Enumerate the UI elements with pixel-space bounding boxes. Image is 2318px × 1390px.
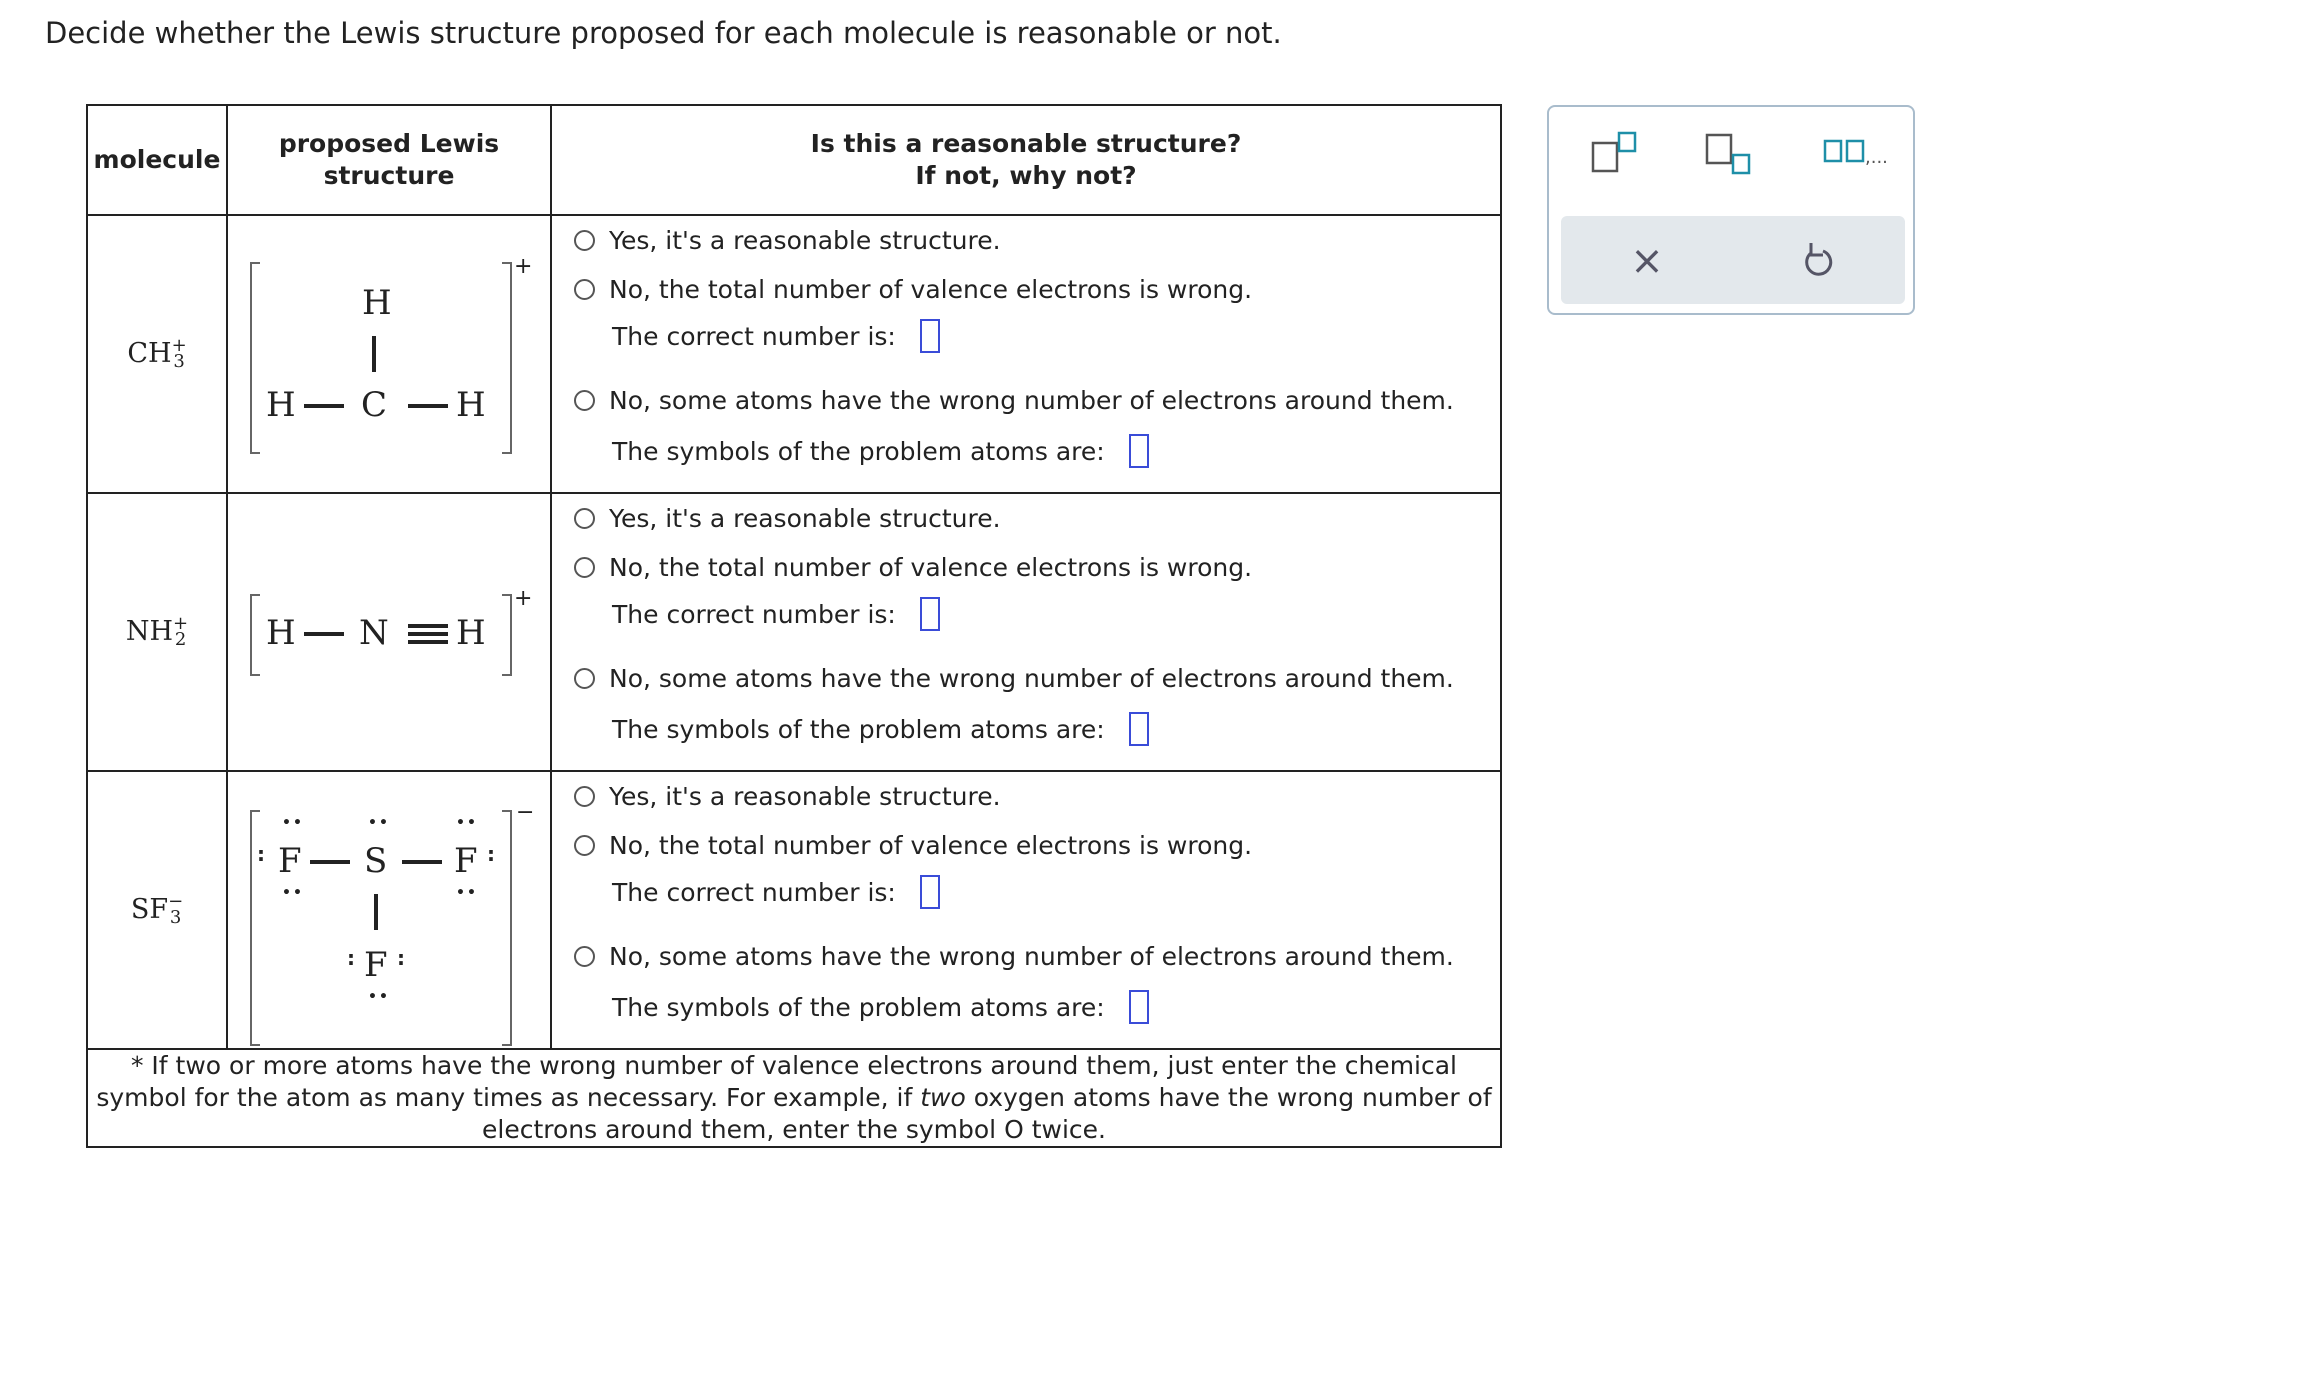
radio-button[interactable] <box>574 279 595 300</box>
radio-button[interactable] <box>574 946 595 967</box>
option-no-valence[interactable]: No, the total number of valence electrons is wrong. <box>574 831 1252 860</box>
option-no-atoms[interactable]: No, some atoms have the wrong number of electrons around them. <box>574 664 1454 693</box>
problem-atoms-field: The symbols of the problem atoms are: <box>612 434 1149 468</box>
problem-atoms-input[interactable] <box>1129 990 1149 1024</box>
answer-tools-panel <box>1547 105 1915 315</box>
lewis-structure-nh2: + H N H <box>227 493 551 771</box>
list-box-icon <box>1813 129 1903 179</box>
option-no-valence[interactable]: No, the total number of valence electrons is wrong. <box>574 275 1252 304</box>
table-row <box>87 493 1501 771</box>
clear-button[interactable] <box>1617 231 1677 291</box>
radio-button[interactable] <box>574 786 595 807</box>
correct-number-input[interactable] <box>920 875 940 909</box>
option-yes[interactable]: Yes, it's a reasonable structure. <box>574 226 1001 255</box>
option-no-valence[interactable]: No, the total number of valence electrons is wrong. <box>574 553 1252 582</box>
undo-icon <box>1789 231 1849 291</box>
radio-button[interactable] <box>574 230 595 251</box>
list-tool[interactable] <box>1813 129 1903 179</box>
footnote: * If two or more atoms have the wrong number of valence electrons around them, just enter the chemical symbol for the atom as many times as necessary. For example, if two oxygen atoms have the wrong number of electrons around them, enter the symbol O twice. <box>87 1049 1501 1147</box>
option-yes[interactable]: Yes, it's a reasonable structure. <box>574 504 1001 533</box>
option-no-atoms[interactable]: No, some atoms have the wrong number of electrons around them. <box>574 942 1454 971</box>
close-icon: × <box>1630 238 1664 284</box>
header-question: Is this a reasonable structure? If not, why not? <box>551 105 1501 215</box>
table-row <box>87 215 1501 493</box>
molecule-formula: SF − 3 <box>87 771 227 1049</box>
lewis-table <box>86 104 1502 1148</box>
correct-number-input[interactable] <box>920 597 940 631</box>
subscript-box-icon <box>1695 129 1765 179</box>
option-no-atoms[interactable]: No, some atoms have the wrong number of electrons around them. <box>574 386 1454 415</box>
molecule-formula: NH + 2 <box>87 493 227 771</box>
header-lewis: proposed Lewis structure <box>227 105 551 215</box>
superscript-tool[interactable] <box>1581 129 1651 179</box>
svg-text:,...: ,... <box>1865 147 1888 168</box>
header-row <box>87 105 1501 215</box>
footnote-row <box>87 1049 1501 1147</box>
correct-number-field: The correct number is: <box>612 875 940 909</box>
radio-button[interactable] <box>574 668 595 689</box>
undo-button[interactable] <box>1789 231 1849 291</box>
lewis-structure-sf3: − •• : F •• •• S •• F : •• : F : •• <box>227 771 551 1049</box>
action-bar <box>1561 216 1905 304</box>
correct-number-input[interactable] <box>920 319 940 353</box>
table-row <box>87 771 1501 1049</box>
correct-number-field: The correct number is: <box>612 597 940 631</box>
option-yes[interactable]: Yes, it's a reasonable structure. <box>574 782 1001 811</box>
radio-button[interactable] <box>574 508 595 529</box>
lewis-structure-ch3: + H H C H <box>227 215 551 493</box>
answer-cell-nh2 <box>551 493 1501 771</box>
subscript-tool[interactable] <box>1695 129 1765 179</box>
prompt-text: Decide whether the Lewis structure proposed for each molecule is reasonable or not. <box>45 16 1282 50</box>
header-molecule: molecule <box>87 105 227 215</box>
molecule-formula: CH + 3 <box>87 215 227 493</box>
problem-atoms-field: The symbols of the problem atoms are: <box>612 712 1149 746</box>
radio-button[interactable] <box>574 390 595 411</box>
problem-atoms-input[interactable] <box>1129 434 1149 468</box>
answer-cell-sf3 <box>551 771 1501 1049</box>
correct-number-field: The correct number is: <box>612 319 940 353</box>
radio-button[interactable] <box>574 835 595 856</box>
radio-button[interactable] <box>574 557 595 578</box>
problem-atoms-input[interactable] <box>1129 712 1149 746</box>
problem-atoms-field: The symbols of the problem atoms are: <box>612 990 1149 1024</box>
answer-cell-ch3 <box>551 215 1501 493</box>
superscript-box-icon <box>1581 129 1651 179</box>
